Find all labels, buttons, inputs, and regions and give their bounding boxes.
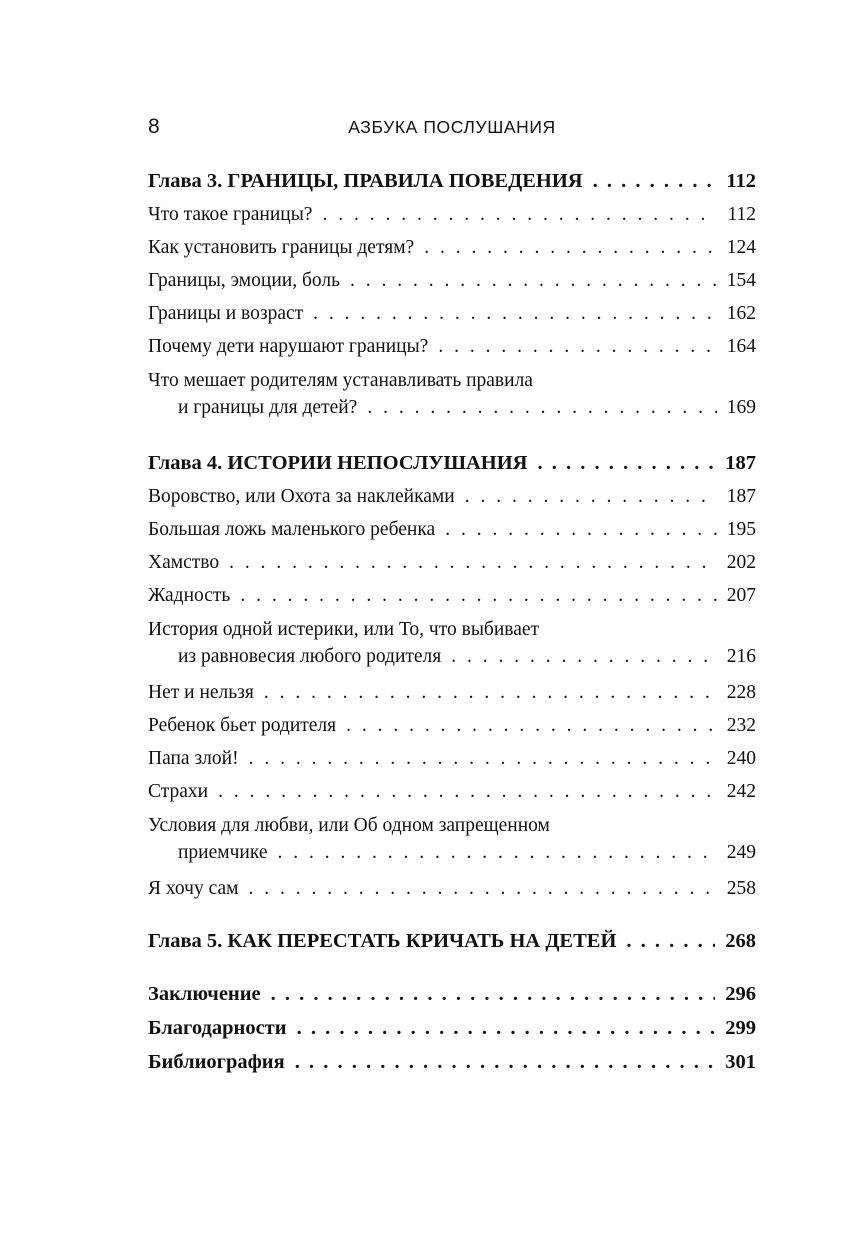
toc-entry[interactable] [148, 198, 756, 231]
entry-page-number: 187 [726, 486, 756, 507]
toc-entry-multiline[interactable] [148, 808, 756, 872]
spacer [148, 958, 756, 977]
entry-page-number: 232 [726, 715, 756, 736]
entry-title-line-1: Что мешает родителям устанавливать правила [148, 370, 533, 391]
dot-leader [322, 198, 717, 231]
entry-title: Нет и нельзя [148, 682, 254, 703]
entry-page-number: 162 [726, 303, 756, 324]
spacer [148, 905, 756, 924]
dot-leader [229, 546, 717, 579]
spacer [148, 427, 756, 446]
toc-entry[interactable] [148, 775, 756, 808]
dot-leader [264, 676, 717, 709]
entry-page-number: 258 [726, 878, 756, 899]
entry-page-number: 249 [726, 842, 756, 863]
toc-entry[interactable] [148, 231, 756, 264]
entry-page-number: 216 [726, 646, 756, 667]
dot-leader [424, 231, 717, 264]
dot-leader [271, 977, 716, 1011]
entry-title: Границы, эмоции, боль [148, 270, 340, 291]
toc-backmatter-conclusion[interactable] [148, 977, 756, 1011]
entry-title: Как установить границы детям? [148, 237, 415, 258]
toc-entry[interactable] [148, 676, 756, 709]
toc-entry-multiline[interactable] [148, 363, 756, 427]
dot-leader [465, 480, 717, 513]
dot-leader [537, 446, 715, 480]
dot-leader [240, 579, 716, 612]
entry-page-number: 228 [726, 682, 756, 703]
book-title: АЗБУКА ПОСЛУШАНИЯ [348, 117, 556, 137]
entry-title-line-1: История одной истерики, или То, что выбивает [148, 619, 540, 640]
entry-title: Я хочу сам [148, 878, 239, 899]
toc-entry[interactable] [148, 579, 756, 612]
entry-page-number: 154 [726, 270, 756, 291]
toc-backmatter-bibliography[interactable] [148, 1045, 756, 1079]
dot-leader [593, 164, 717, 198]
dot-leader [350, 264, 717, 297]
entry-page-number: 169 [726, 397, 756, 418]
dot-leader [295, 1045, 716, 1079]
toc-entry[interactable] [148, 330, 756, 363]
toc-entry[interactable] [148, 742, 756, 775]
entry-title: Почему дети нарушают границы? [148, 336, 429, 357]
toc-chapter-4[interactable] [148, 446, 756, 480]
running-head [148, 112, 756, 142]
dot-leader [248, 872, 716, 905]
dot-leader [451, 643, 716, 670]
table-of-contents [148, 164, 756, 1079]
toc-backmatter-acknowledgements[interactable] [148, 1011, 756, 1045]
dot-leader [438, 330, 716, 363]
backmatter-page-number: 296 [725, 983, 756, 1005]
entry-page-number: 207 [726, 585, 756, 606]
toc-entry[interactable] [148, 264, 756, 297]
entry-page-number: 124 [726, 237, 756, 258]
entry-title: Жадность [148, 585, 231, 606]
entry-title: Папа злой! [148, 748, 239, 769]
dot-leader [249, 742, 717, 775]
toc-entry[interactable] [148, 872, 756, 905]
dot-leader [297, 1011, 716, 1045]
entry-page-number: 195 [726, 519, 756, 540]
dot-leader [445, 513, 717, 546]
dot-leader [218, 775, 717, 808]
toc-entry[interactable] [148, 709, 756, 742]
toc-entry[interactable] [148, 480, 756, 513]
chapter-title: Глава 4. ИСТОРИИ НЕПОСЛУШАНИЯ [148, 452, 528, 474]
dot-leader [346, 709, 717, 742]
backmatter-title: Благодарности [148, 1017, 287, 1039]
entry-title: Воровство, или Охота за наклейками [148, 486, 455, 507]
chapter-page-number: 268 [725, 930, 756, 952]
entry-page-number: 240 [726, 748, 756, 769]
dot-leader [278, 839, 717, 866]
page-number: 8 [148, 115, 160, 138]
entry-title: Границы и возраст [148, 303, 304, 324]
dot-leader [626, 924, 715, 958]
entry-page-number: 242 [726, 781, 756, 802]
backmatter-page-number: 299 [725, 1017, 756, 1039]
entry-title: Что такое границы? [148, 204, 313, 225]
toc-entry-multiline[interactable] [148, 612, 756, 676]
entry-title-line-2: приемчике [178, 842, 268, 863]
toc-entry[interactable] [148, 513, 756, 546]
chapter-page-number: 112 [726, 170, 756, 192]
backmatter-title: Библиография [148, 1051, 285, 1073]
entry-title: Страхи [148, 781, 209, 802]
entry-title-line-2: и границы для детей? [178, 397, 358, 418]
toc-chapter-3[interactable] [148, 164, 756, 198]
backmatter-page-number: 301 [725, 1051, 756, 1073]
entry-title: Хамство [148, 552, 220, 573]
entry-title: Ребенок бьет родителя [148, 715, 337, 736]
entry-page-number: 112 [727, 204, 756, 225]
toc-entry[interactable] [148, 546, 756, 579]
dot-leader [367, 394, 716, 421]
backmatter-title: Заключение [148, 983, 261, 1005]
dot-leader [313, 297, 717, 330]
entry-title: Большая ложь маленького ребенка [148, 519, 436, 540]
entry-title-line-2: из равновесия любого родителя [178, 646, 442, 667]
chapter-page-number: 187 [725, 452, 756, 474]
chapter-title: Глава 5. КАК ПЕРЕСТАТЬ КРИЧАТЬ НА ДЕТЕЙ [148, 930, 617, 952]
toc-chapter-5[interactable] [148, 924, 756, 958]
entry-page-number: 164 [726, 336, 756, 357]
entry-page-number: 202 [726, 552, 756, 573]
toc-entry[interactable] [148, 297, 756, 330]
entry-title-line-1: Условия для любви, или Об одном запрещенном [148, 815, 550, 836]
chapter-title: Глава 3. ГРАНИЦЫ, ПРАВИЛА ПОВЕДЕНИЯ [148, 170, 583, 192]
